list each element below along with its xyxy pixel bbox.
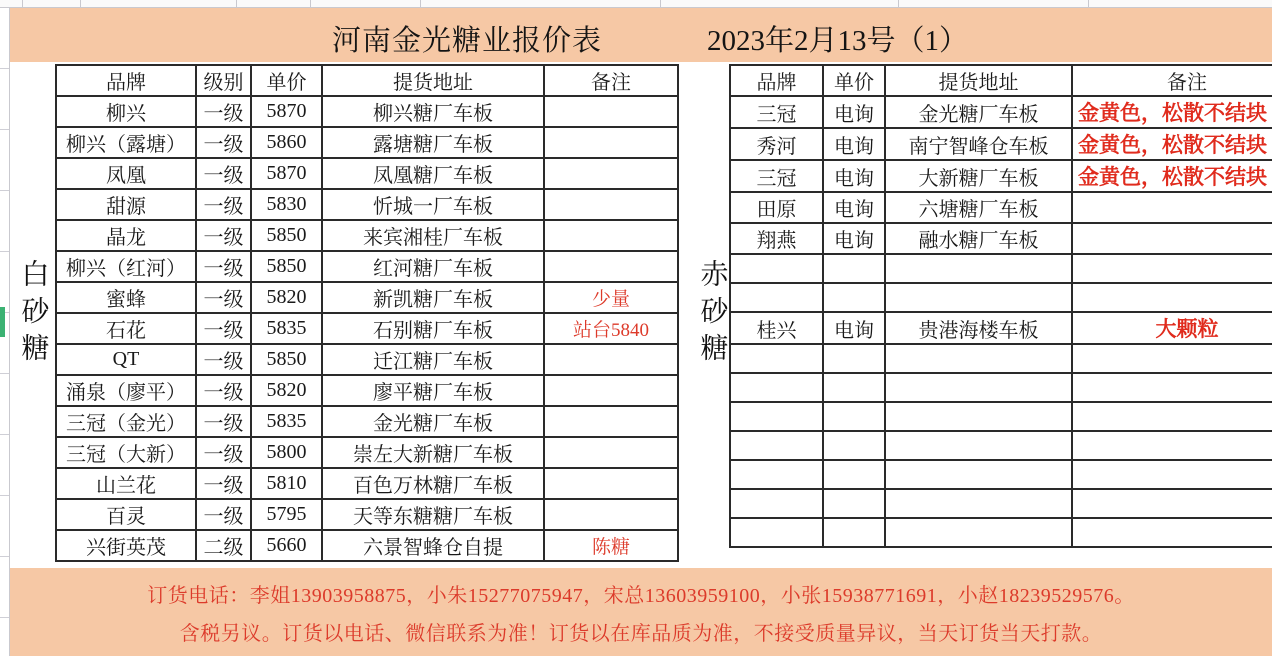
table-cell: 忻城一厂车板 — [322, 189, 544, 220]
table-cell — [730, 489, 823, 518]
table-cell: 5850 — [251, 344, 322, 375]
table-cell: 一级 — [196, 189, 251, 220]
table-cell — [544, 127, 678, 158]
table-cell: 少量 — [544, 282, 678, 313]
table-cell: 大颗粒 — [1072, 312, 1272, 344]
table-cell — [1072, 283, 1272, 312]
table-row — [56, 127, 678, 158]
table-cell — [730, 518, 823, 547]
column-header: 提货地址 — [885, 65, 1072, 96]
table-row — [56, 96, 678, 127]
table-cell — [1072, 489, 1272, 518]
table-cell: 三冠 — [730, 96, 823, 128]
table-row — [56, 375, 678, 406]
column-header: 品牌 — [730, 65, 823, 96]
table-cell: QT — [56, 344, 196, 375]
table-cell: 一级 — [196, 158, 251, 189]
table-cell — [544, 158, 678, 189]
title-banner — [10, 8, 1272, 62]
table-cell — [823, 283, 885, 312]
table-row — [730, 312, 1272, 344]
table-cell: 红河糖厂车板 — [322, 251, 544, 282]
contact-phones-line: 订货电话：李姐13903958875，小朱15277075947，宋总13603959100，小张15938771691，小赵18239529576。 — [147, 584, 1135, 607]
table-cell: 一级 — [196, 499, 251, 530]
table-cell: 5795 — [251, 499, 322, 530]
table-cell — [544, 220, 678, 251]
table-cell — [823, 344, 885, 373]
table-cell — [1072, 402, 1272, 431]
category-label-white-sugar — [10, 64, 55, 564]
table-cell: 晶龙 — [56, 220, 196, 251]
table-cell: 一级 — [196, 313, 251, 344]
order-terms-line: 含税另议。订货以电话、微信联系为准！订货以在库品质为准，不接受质量异议，当天订货当天打款。 — [179, 622, 1103, 645]
table-row — [730, 402, 1272, 431]
table-cell: 三冠 — [730, 160, 823, 192]
table-row — [56, 158, 678, 189]
gridline-tick — [310, 0, 311, 7]
table-cell: 5800 — [251, 437, 322, 468]
table-cell — [730, 344, 823, 373]
table-cell — [823, 254, 885, 283]
table-row — [56, 468, 678, 499]
table-cell: 石花 — [56, 313, 196, 344]
table-row — [56, 437, 678, 468]
table-cell: 柳兴（露塘） — [56, 127, 196, 158]
table-cell — [1072, 192, 1272, 223]
table-cell: 秀河 — [730, 128, 823, 160]
table-cell: 5860 — [251, 127, 322, 158]
table-row — [730, 518, 1272, 547]
table-cell: 5820 — [251, 375, 322, 406]
table-cell: 陈糖 — [544, 530, 678, 561]
table-row — [56, 406, 678, 437]
table-cell: 5870 — [251, 96, 322, 127]
category-text: 赤砂糖 — [696, 258, 728, 370]
table-cell: 一级 — [196, 375, 251, 406]
table-cell: 六景智蜂仓自提 — [322, 530, 544, 561]
table-cell: 三冠（大新） — [56, 437, 196, 468]
table-cell: 石别糖厂车板 — [322, 313, 544, 344]
table-cell — [885, 373, 1072, 402]
table-cell — [1072, 518, 1272, 547]
table-cell: 一级 — [196, 220, 251, 251]
table-cell: 一级 — [196, 468, 251, 499]
table-cell: 柳兴糖厂车板 — [322, 96, 544, 127]
table-cell — [885, 402, 1072, 431]
table-row — [730, 128, 1272, 160]
table-cell: 5835 — [251, 313, 322, 344]
table-cell: 5850 — [251, 251, 322, 282]
table-cell — [1072, 254, 1272, 283]
table-header-row — [56, 65, 678, 96]
category-label-brown-sugar — [694, 64, 729, 564]
gridline-tick — [22, 0, 23, 7]
table-cell — [885, 518, 1072, 547]
table-cell — [544, 375, 678, 406]
table-cell: 南宁智峰仓车板 — [885, 128, 1072, 160]
table-row — [730, 192, 1272, 223]
table-cell — [1072, 431, 1272, 460]
table-row — [56, 344, 678, 375]
column-header: 提货地址 — [322, 65, 544, 96]
table-cell — [823, 518, 885, 547]
table-cell: 金黄色，松散不结块 — [1072, 96, 1272, 128]
table-row — [730, 283, 1272, 312]
column-header: 单价 — [251, 65, 322, 96]
table-cell: 5810 — [251, 468, 322, 499]
table-row — [56, 530, 678, 561]
table-cell: 兴街英茂 — [56, 530, 196, 561]
table-cell — [1072, 373, 1272, 402]
table-cell — [730, 283, 823, 312]
column-header: 备注 — [544, 65, 678, 96]
table-cell: 一级 — [196, 127, 251, 158]
table-cell — [885, 489, 1072, 518]
table-cell: 柳兴（红河） — [56, 251, 196, 282]
table-cell: 电询 — [823, 128, 885, 160]
table-cell: 六塘糖厂车板 — [885, 192, 1072, 223]
table-cell — [823, 489, 885, 518]
table-cell: 涌泉（廖平） — [56, 375, 196, 406]
table-cell — [1072, 223, 1272, 254]
table-cell: 5830 — [251, 189, 322, 220]
table-row — [730, 489, 1272, 518]
table-header-row — [730, 65, 1272, 96]
table-row — [56, 499, 678, 530]
table-cell: 凤凰 — [56, 158, 196, 189]
table-cell: 金黄色，松散不结块 — [1072, 128, 1272, 160]
table-cell — [823, 431, 885, 460]
table-cell: 一级 — [196, 251, 251, 282]
table-cell: 翔燕 — [730, 223, 823, 254]
table-cell — [823, 402, 885, 431]
table-row — [56, 251, 678, 282]
table-row — [730, 373, 1272, 402]
column-header: 备注 — [1072, 65, 1272, 96]
table-cell: 廖平糖厂车板 — [322, 375, 544, 406]
table-row — [730, 431, 1272, 460]
table-cell: 电询 — [823, 192, 885, 223]
table-cell — [885, 283, 1072, 312]
table-row — [730, 96, 1272, 128]
category-text: 白砂糖 — [17, 258, 49, 370]
table-cell: 5835 — [251, 406, 322, 437]
table-cell: 二级 — [196, 530, 251, 561]
table-cell: 5850 — [251, 220, 322, 251]
table-row — [730, 160, 1272, 192]
table-cell: 融水糖厂车板 — [885, 223, 1072, 254]
table-cell — [885, 344, 1072, 373]
table-cell — [730, 254, 823, 283]
table-cell — [544, 96, 678, 127]
table-cell: 百色万林糖厂车板 — [322, 468, 544, 499]
table-cell: 金光糖厂车板 — [885, 96, 1072, 128]
table-cell: 一级 — [196, 96, 251, 127]
gridline-tick — [236, 0, 237, 7]
table-cell: 蜜蜂 — [56, 282, 196, 313]
column-header: 品牌 — [56, 65, 196, 96]
table-row — [56, 282, 678, 313]
table-cell: 金光糖厂车板 — [322, 406, 544, 437]
table-cell: 露塘糖厂车板 — [322, 127, 544, 158]
table-cell: 山兰花 — [56, 468, 196, 499]
table-cell — [544, 344, 678, 375]
table-row — [56, 220, 678, 251]
table-cell: 一级 — [196, 282, 251, 313]
table-cell: 凤凰糖厂车板 — [322, 158, 544, 189]
table-cell — [544, 499, 678, 530]
table-cell: 金黄色，松散不结块 — [1072, 160, 1272, 192]
table-cell: 电询 — [823, 312, 885, 344]
table-cell: 崇左大新糖厂车板 — [322, 437, 544, 468]
gridline-tick — [80, 0, 81, 7]
table-cell: 一级 — [196, 406, 251, 437]
table-cell — [1072, 344, 1272, 373]
table-cell: 来宾湘桂厂车板 — [322, 220, 544, 251]
table-cell — [730, 431, 823, 460]
table-cell: 电询 — [823, 223, 885, 254]
table-cell — [730, 460, 823, 489]
table-cell: 5870 — [251, 158, 322, 189]
table-cell: 桂兴 — [730, 312, 823, 344]
table-cell: 新凯糖厂车板 — [322, 282, 544, 313]
table-cell — [885, 460, 1072, 489]
report-date: 2023年2月13号（1） — [707, 25, 969, 57]
table-cell: 电询 — [823, 160, 885, 192]
table-cell: 一级 — [196, 437, 251, 468]
gridline-tick — [660, 0, 661, 7]
table-cell — [544, 468, 678, 499]
column-header: 单价 — [823, 65, 885, 96]
table-cell: 迁江糖厂车板 — [322, 344, 544, 375]
table-cell — [544, 437, 678, 468]
table-row — [56, 189, 678, 220]
table-cell: 甜源 — [56, 189, 196, 220]
table-cell: 站台5840 — [544, 313, 678, 344]
table-cell — [730, 373, 823, 402]
brown-sugar-table — [729, 64, 1272, 548]
table-cell: 电询 — [823, 96, 885, 128]
table-cell: 5820 — [251, 282, 322, 313]
table-cell — [1072, 460, 1272, 489]
table-cell: 百灵 — [56, 499, 196, 530]
table-cell: 天等东糖糖厂车板 — [322, 499, 544, 530]
table-cell — [544, 251, 678, 282]
table-cell — [885, 254, 1072, 283]
table-cell: 田原 — [730, 192, 823, 223]
table-row — [56, 313, 678, 344]
table-cell: 三冠（金光） — [56, 406, 196, 437]
sheet-selection-accent — [0, 307, 5, 337]
gridline-tick — [898, 0, 899, 7]
gridline-tick — [420, 0, 421, 7]
table-cell — [823, 373, 885, 402]
table-cell — [730, 402, 823, 431]
table-cell: 5660 — [251, 530, 322, 561]
table-row — [730, 223, 1272, 254]
table-cell — [885, 431, 1072, 460]
gridline-tick — [1088, 0, 1089, 7]
table-cell: 贵港海楼车板 — [885, 312, 1072, 344]
table-cell: 柳兴 — [56, 96, 196, 127]
table-row — [730, 254, 1272, 283]
excel-top-gridline-row — [0, 0, 1272, 8]
table-cell: 一级 — [196, 344, 251, 375]
column-header: 级别 — [196, 65, 251, 96]
table-row — [730, 344, 1272, 373]
table-row — [730, 460, 1272, 489]
white-sugar-table — [55, 64, 679, 562]
page-title: 河南金光糖业报价表 — [332, 25, 603, 57]
table-cell: 大新糖厂车板 — [885, 160, 1072, 192]
table-cell — [823, 460, 885, 489]
table-cell — [544, 406, 678, 437]
footer-contact-bar — [10, 568, 1272, 656]
table-cell — [544, 189, 678, 220]
